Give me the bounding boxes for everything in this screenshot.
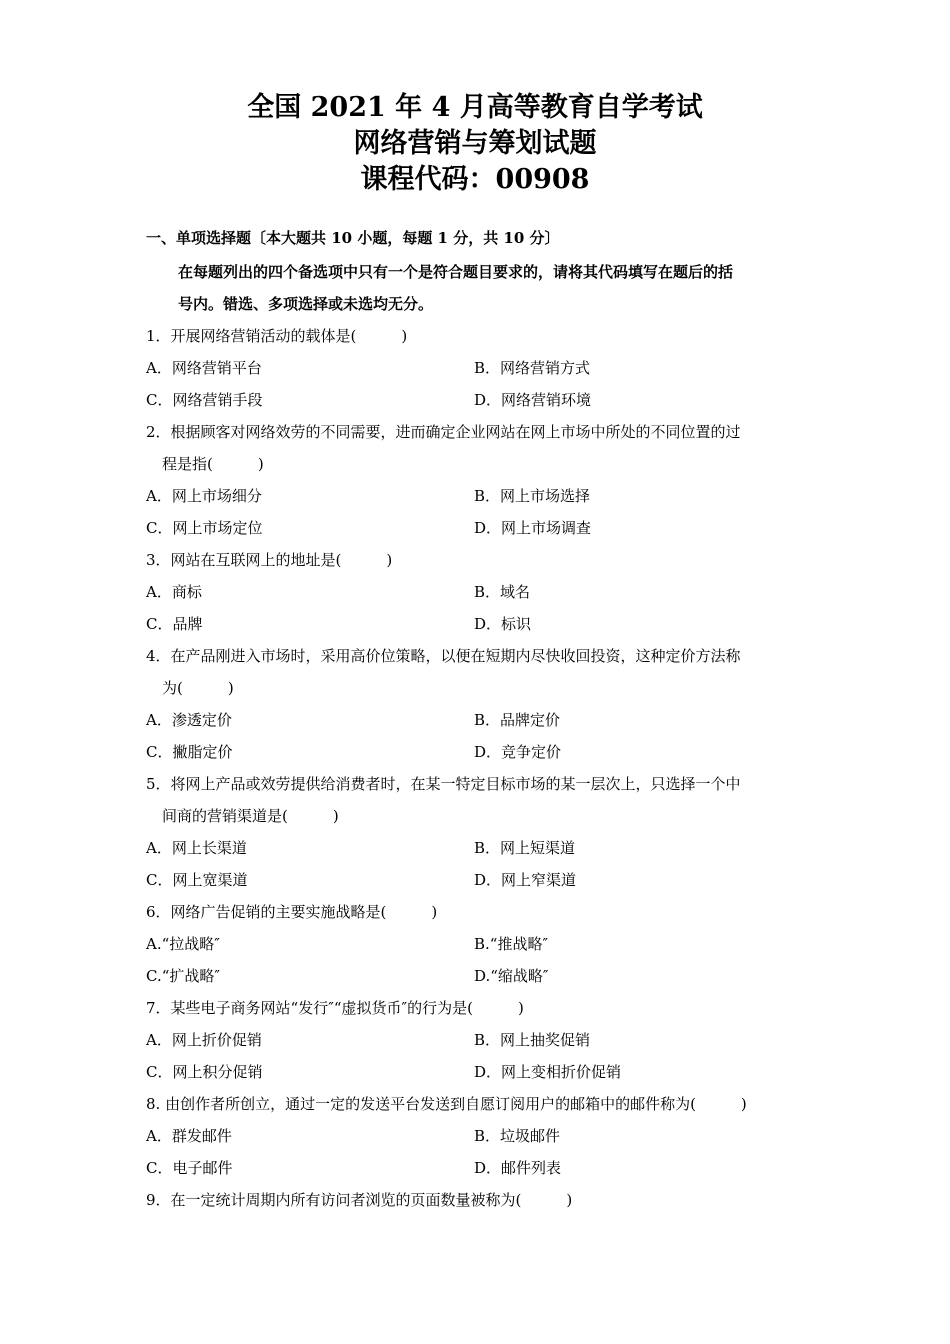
question-stem: 1．开展网络营销活动的载体是( ) xyxy=(146,327,408,345)
option-a: A．网上折价促销 xyxy=(146,1031,262,1049)
option-c: C．网上宽渠道 xyxy=(146,871,248,889)
question-stem: 7．某些电子商务网站“发行″“虚拟货币″的行为是( ) xyxy=(146,999,524,1017)
option-b: B．垃圾邮件 xyxy=(474,1127,561,1145)
section-instruction: 号内。错选、多项选择或未选均无分。 xyxy=(178,295,434,313)
option-b: B．网上短渠道 xyxy=(474,839,576,857)
option-c: C．网络营销手段 xyxy=(146,391,263,409)
question-stem: 2．根据顾客对网络效劳的不同需要，进而确定企业网站在网上市场中所处的不同位置的过 xyxy=(146,423,741,441)
question-stem-cont: 为( ) xyxy=(162,679,234,697)
option-d: D．竞争定价 xyxy=(474,743,562,761)
option-c: C．网上市场定位 xyxy=(146,519,263,537)
option-a: A．渗透定价 xyxy=(146,711,232,729)
option-b: B．域名 xyxy=(474,583,531,601)
question-stem: 3．网站在互联网上的地址是( ) xyxy=(146,551,393,569)
option-b: B．网络营销方式 xyxy=(474,359,591,377)
question-stem: 5．将网上产品或效劳提供给消费者时，在某一特定目标市场的某一层次上，只选择一个中 xyxy=(146,775,741,793)
option-a: A．群发邮件 xyxy=(146,1127,232,1145)
option-d: D．网上市场调查 xyxy=(474,519,592,537)
option-a: A．网络营销平台 xyxy=(146,359,262,377)
option-d: D．网上变相折价促销 xyxy=(474,1063,622,1081)
option-d: D．标识 xyxy=(474,615,532,633)
question-stem: 4．在产品刚进入市场时，采用高价位策略，以便在短期内尽快收回投资，这种定价方法称 xyxy=(146,647,741,665)
option-a: A．网上长渠道 xyxy=(146,839,247,857)
option-b: B.“推战略″ xyxy=(474,935,549,953)
question-stem-cont: 程是指( ) xyxy=(162,455,264,473)
option-c: C．网上积分促销 xyxy=(146,1063,263,1081)
option-c: C．撇脂定价 xyxy=(146,743,233,761)
option-c: C.“扩战略″ xyxy=(146,967,220,985)
option-d: D．邮件列表 xyxy=(474,1159,562,1177)
option-c: C．电子邮件 xyxy=(146,1159,233,1177)
section-heading: 一、单项选择题〔本大题共 10 小题，每题 1 分，共 10 分〕 xyxy=(146,229,560,247)
option-d: D．网络营销环境 xyxy=(474,391,592,409)
question-stem: 9．在一定统计周期内所有访问者浏览的页面数量被称为( ) xyxy=(146,1191,573,1209)
option-c: C．品牌 xyxy=(146,615,203,633)
question-stem: 6．网络广告促销的主要实施战略是( ) xyxy=(146,903,438,921)
option-a: A．商标 xyxy=(146,583,202,601)
option-d: D.“缩战略″ xyxy=(474,967,549,985)
course-code: 课程代码：00908 xyxy=(360,164,590,195)
course-title: 网络营销与筹划试题 xyxy=(353,128,597,159)
option-b: B．品牌定价 xyxy=(474,711,561,729)
question-stem-cont: 间商的营销渠道是( ) xyxy=(162,807,339,825)
section-instruction: 在每题列出的四个备选项中只有一个是符合题目要求的，请将其代码填写在题后的括 xyxy=(178,263,734,281)
option-a: A.“拉战略″ xyxy=(146,935,220,953)
exam-title: 全国 2021 年 4 月高等教育自学考试 xyxy=(247,92,703,123)
option-b: B．网上抽奖促销 xyxy=(474,1031,591,1049)
option-a: A．网上市场细分 xyxy=(146,487,262,505)
option-d: D．网上窄渠道 xyxy=(474,871,577,889)
question-stem: 8. 由创作者所创立，通过一定的发送平台发送到自愿订阅用户的邮箱中的邮件称为( ) xyxy=(146,1095,747,1113)
option-b: B．网上市场选择 xyxy=(474,487,591,505)
